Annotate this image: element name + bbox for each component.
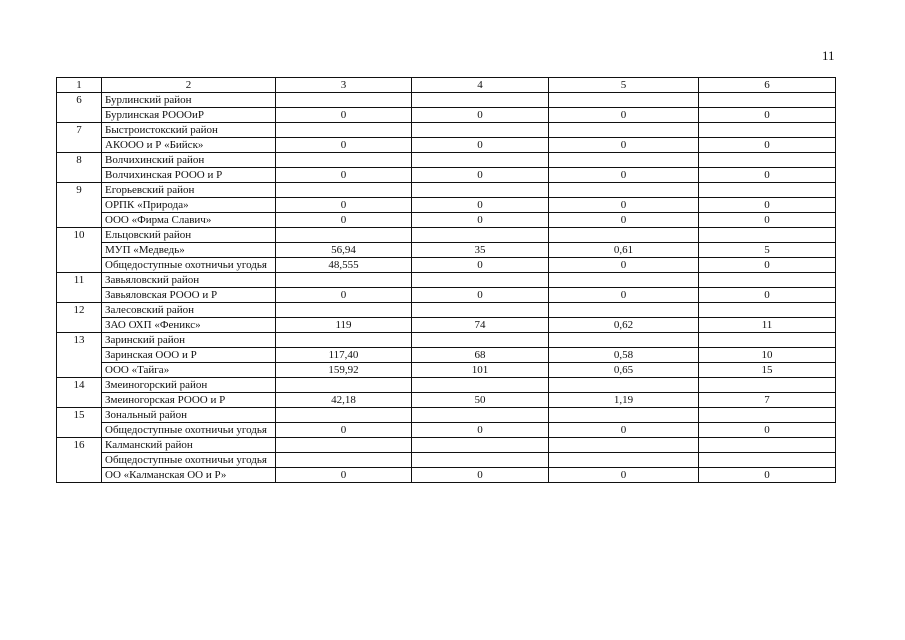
organization-row xyxy=(57,138,836,153)
value-c4: 35 xyxy=(412,243,549,258)
organization-name: ЗАО ОХП «Феникс» xyxy=(102,318,276,333)
empty-cell xyxy=(699,438,836,453)
empty-cell xyxy=(276,408,412,423)
empty-cell xyxy=(276,438,412,453)
value-c4: 0 xyxy=(412,213,549,228)
district-name: Ельцовский район xyxy=(102,228,276,243)
empty-cell xyxy=(549,183,699,198)
district-name: Зональный район xyxy=(102,408,276,423)
empty-cell xyxy=(276,153,412,168)
value-c6: 0 xyxy=(699,423,836,438)
value-c5: 0 xyxy=(549,423,699,438)
empty-cell xyxy=(276,228,412,243)
value-c3: 117,40 xyxy=(276,348,412,363)
empty-cell xyxy=(276,333,412,348)
column-header: 5 xyxy=(549,78,699,93)
empty-cell xyxy=(699,123,836,138)
empty-cell xyxy=(412,333,549,348)
value-c4: 68 xyxy=(412,348,549,363)
district-row xyxy=(57,123,836,138)
organization-row xyxy=(57,108,836,123)
empty-cell xyxy=(549,123,699,138)
empty-cell xyxy=(549,408,699,423)
value-c3: 0 xyxy=(276,213,412,228)
value-c6: 0 xyxy=(699,258,836,273)
organization-row xyxy=(57,243,836,258)
value-c4: 0 xyxy=(412,198,549,213)
organization-name: Завьяловская РООО и Р xyxy=(102,288,276,303)
empty-cell xyxy=(412,408,549,423)
value-c3: 119 xyxy=(276,318,412,333)
district-row xyxy=(57,93,836,108)
organization-name: ОРПК «Природа» xyxy=(102,198,276,213)
column-header: 4 xyxy=(412,78,549,93)
organization-row xyxy=(57,393,836,408)
district-name: Волчихинский район xyxy=(102,153,276,168)
empty-cell xyxy=(276,273,412,288)
district-row xyxy=(57,153,836,168)
value-c5: 0 xyxy=(549,198,699,213)
column-header: 1 xyxy=(57,78,102,93)
empty-cell xyxy=(699,408,836,423)
value-c5: 0 xyxy=(549,468,699,483)
district-row xyxy=(57,408,836,423)
column-header: 3 xyxy=(276,78,412,93)
district-row xyxy=(57,228,836,243)
value-c3: 159,92 xyxy=(276,363,412,378)
district-row xyxy=(57,273,836,288)
organization-name: ООО «Фирма Славич» xyxy=(102,213,276,228)
value-c3: 0 xyxy=(276,168,412,183)
empty-cell xyxy=(276,123,412,138)
empty-cell xyxy=(699,183,836,198)
value-c4: 50 xyxy=(412,393,549,408)
empty-cell xyxy=(549,93,699,108)
organization-row xyxy=(57,423,836,438)
empty-cell xyxy=(412,303,549,318)
district-hunting-table xyxy=(56,77,836,483)
row-number: 11 xyxy=(57,273,102,303)
empty-cell xyxy=(412,93,549,108)
district-name: Змеиногорский район xyxy=(102,378,276,393)
row-number: 8 xyxy=(57,153,102,183)
organization-row xyxy=(57,198,836,213)
district-name: Заринский район xyxy=(102,333,276,348)
empty-cell xyxy=(276,183,412,198)
page-number: 11 xyxy=(822,48,835,63)
organization-row xyxy=(57,213,836,228)
organization-row xyxy=(57,258,836,273)
value-c6: 0 xyxy=(699,168,836,183)
district-name: Бурлинский район xyxy=(102,93,276,108)
empty-cell xyxy=(549,438,699,453)
organization-name: МУП «Медведь» xyxy=(102,243,276,258)
district-name: Залесовский район xyxy=(102,303,276,318)
empty-cell xyxy=(412,153,549,168)
value-c6: 0 xyxy=(699,213,836,228)
value-c6 xyxy=(699,453,836,468)
value-c3: 0 xyxy=(276,138,412,153)
row-number: 16 xyxy=(57,438,102,483)
empty-cell xyxy=(699,303,836,318)
table-body xyxy=(57,78,836,483)
organization-name: Бурлинская РОООиР xyxy=(102,108,276,123)
organization-row xyxy=(57,288,836,303)
organization-name: Общедоступные охотничьи угодья xyxy=(102,453,276,468)
organization-name: АКООО и Р «Бийск» xyxy=(102,138,276,153)
value-c6: 0 xyxy=(699,108,836,123)
row-number: 10 xyxy=(57,228,102,273)
empty-cell xyxy=(549,228,699,243)
row-number: 12 xyxy=(57,303,102,333)
organization-name: ОО «Калманская ОО и Р» xyxy=(102,468,276,483)
empty-cell xyxy=(412,183,549,198)
empty-cell xyxy=(276,93,412,108)
district-row xyxy=(57,333,836,348)
district-row xyxy=(57,378,836,393)
organization-name: Змеиногорская РООО и Р xyxy=(102,393,276,408)
value-c6: 0 xyxy=(699,468,836,483)
value-c6: 5 xyxy=(699,243,836,258)
organization-name: ООО «Тайга» xyxy=(102,363,276,378)
header-row xyxy=(57,78,836,93)
empty-cell xyxy=(699,333,836,348)
value-c4: 0 xyxy=(412,258,549,273)
district-row xyxy=(57,303,836,318)
value-c6: 0 xyxy=(699,198,836,213)
value-c4: 0 xyxy=(412,423,549,438)
value-c3: 0 xyxy=(276,198,412,213)
empty-cell xyxy=(549,378,699,393)
value-c3: 56,94 xyxy=(276,243,412,258)
column-header: 2 xyxy=(102,78,276,93)
value-c5: 0 xyxy=(549,288,699,303)
value-c3: 42,18 xyxy=(276,393,412,408)
value-c5: 0,65 xyxy=(549,363,699,378)
value-c6: 0 xyxy=(699,138,836,153)
value-c4: 0 xyxy=(412,108,549,123)
organization-row xyxy=(57,453,836,468)
empty-cell xyxy=(549,303,699,318)
empty-cell xyxy=(412,378,549,393)
empty-cell xyxy=(412,438,549,453)
value-c3: 0 xyxy=(276,423,412,438)
value-c6: 11 xyxy=(699,318,836,333)
value-c4: 0 xyxy=(412,168,549,183)
value-c4 xyxy=(412,453,549,468)
empty-cell xyxy=(699,228,836,243)
organization-row xyxy=(57,468,836,483)
value-c5: 0,61 xyxy=(549,243,699,258)
value-c5 xyxy=(549,453,699,468)
district-row xyxy=(57,438,836,453)
empty-cell xyxy=(699,378,836,393)
empty-cell xyxy=(699,93,836,108)
empty-cell xyxy=(412,273,549,288)
row-number: 9 xyxy=(57,183,102,228)
value-c5: 1,19 xyxy=(549,393,699,408)
district-name: Быстроистокский район xyxy=(102,123,276,138)
value-c6: 7 xyxy=(699,393,836,408)
organization-row xyxy=(57,348,836,363)
organization-name: Заринская ООО и Р xyxy=(102,348,276,363)
empty-cell xyxy=(412,228,549,243)
value-c5: 0 xyxy=(549,168,699,183)
value-c6: 0 xyxy=(699,288,836,303)
value-c5: 0 xyxy=(549,108,699,123)
value-c3: 0 xyxy=(276,288,412,303)
organization-row xyxy=(57,363,836,378)
empty-cell xyxy=(549,273,699,288)
empty-cell xyxy=(699,273,836,288)
value-c6: 15 xyxy=(699,363,836,378)
row-number: 13 xyxy=(57,333,102,378)
value-c4: 74 xyxy=(412,318,549,333)
organization-name: Общедоступные охотничьи угодья xyxy=(102,423,276,438)
empty-cell xyxy=(549,153,699,168)
value-c5: 0 xyxy=(549,258,699,273)
value-c5: 0 xyxy=(549,213,699,228)
value-c4: 0 xyxy=(412,288,549,303)
organization-name: Волчихинская РООО и Р xyxy=(102,168,276,183)
empty-cell xyxy=(549,333,699,348)
row-number: 6 xyxy=(57,93,102,123)
column-header: 6 xyxy=(699,78,836,93)
row-number: 14 xyxy=(57,378,102,408)
value-c5: 0,62 xyxy=(549,318,699,333)
value-c4: 0 xyxy=(412,138,549,153)
value-c3: 0 xyxy=(276,468,412,483)
value-c5: 0,58 xyxy=(549,348,699,363)
row-number: 15 xyxy=(57,408,102,438)
value-c6: 10 xyxy=(699,348,836,363)
value-c3 xyxy=(276,453,412,468)
value-c3: 0 xyxy=(276,108,412,123)
organization-name: Общедоступные охотничьи угодья xyxy=(102,258,276,273)
empty-cell xyxy=(276,303,412,318)
empty-cell xyxy=(699,153,836,168)
empty-cell xyxy=(276,378,412,393)
value-c5: 0 xyxy=(549,138,699,153)
organization-row xyxy=(57,318,836,333)
organization-row xyxy=(57,168,836,183)
value-c4: 101 xyxy=(412,363,549,378)
district-row xyxy=(57,183,836,198)
value-c3: 48,555 xyxy=(276,258,412,273)
row-number: 7 xyxy=(57,123,102,153)
district-name: Егорьевский район xyxy=(102,183,276,198)
district-name: Калманский район xyxy=(102,438,276,453)
value-c4: 0 xyxy=(412,468,549,483)
empty-cell xyxy=(412,123,549,138)
district-name: Завьяловский район xyxy=(102,273,276,288)
